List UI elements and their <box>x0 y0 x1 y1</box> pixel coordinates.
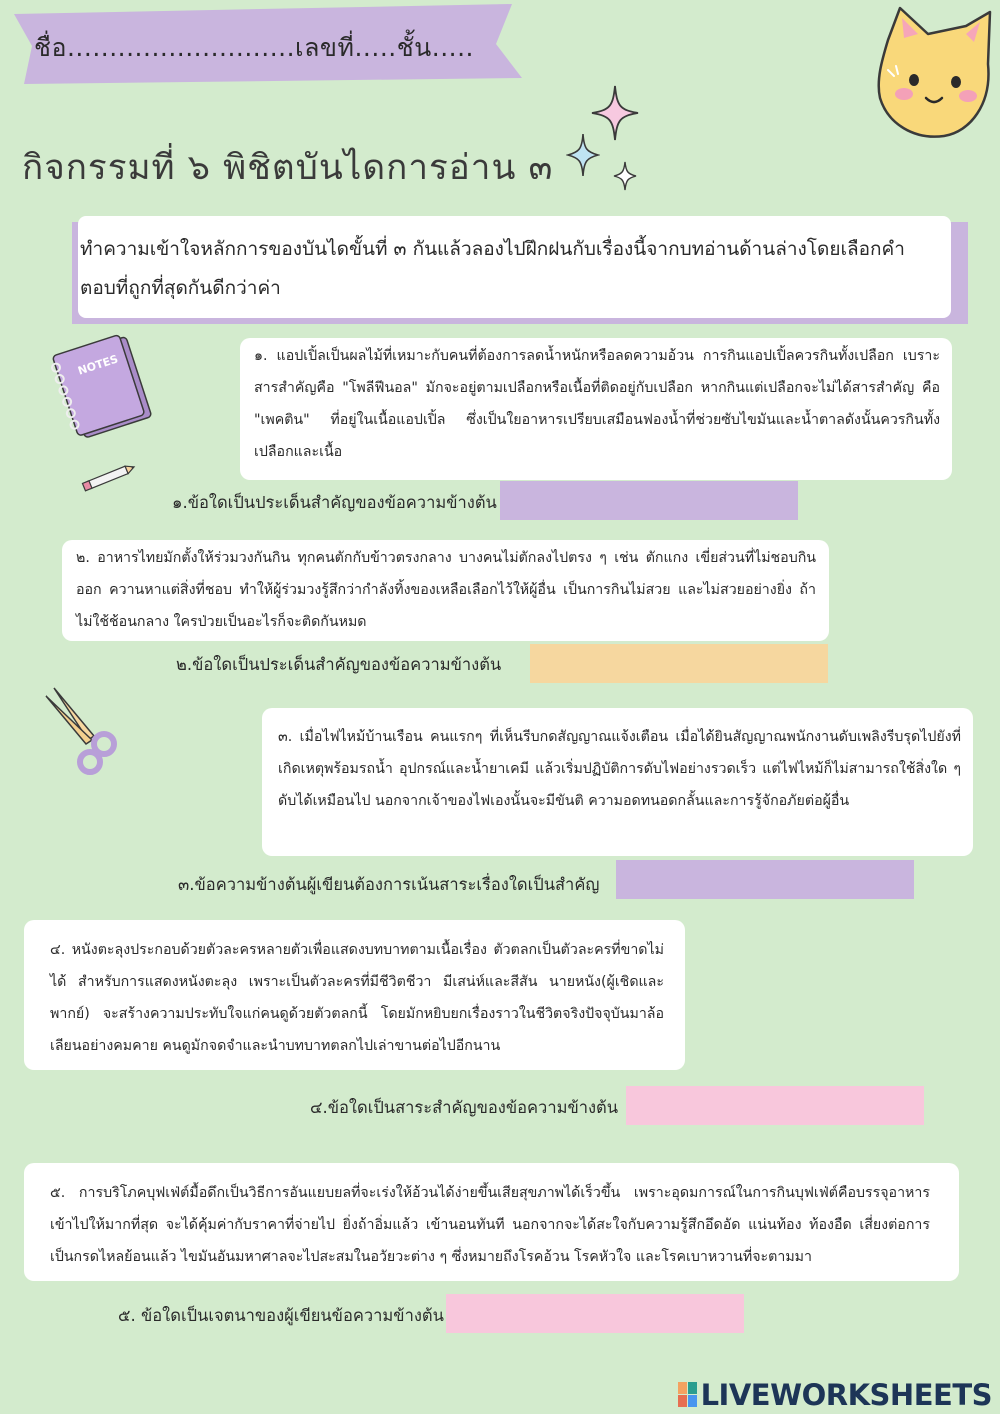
question-label-3: ๓.ข้อความข้างต้นผู้เขียนต้องการเน้นสาระเรื่องใดเป็นสำคัญ <box>178 875 600 894</box>
name-line: ชื่อ...........................เลขที่.....ชั้น..... <box>34 33 475 62</box>
passage-text-2: ๒. อาหารไทยมักตั้งให้ร่วมวงกันกิน ทุกคนตักกับข้าวตรงกลาง บางคนไม่ตักลงไปตรง ๆ เช่น ตักแกง เขี่ยส่วนที่ไม่ชอบกินออก ควานหาแต่สิ่งที่ชอบ ทำให้ผู้ร่วมวงรู้สึกว่ากำลังทิ้งของเหลือเลือกไว้ให้ผู้อื่น เป็นการกินไม่สวย และไม่สวยอย่างยิ่ง ถ้าไม่ใช้ช้อนกลาง ใครป่วยเป็นอะไรก็จะติดกันหมด <box>76 550 816 630</box>
answer-field-2[interactable] <box>530 644 828 683</box>
passage-text-5: ๕. การบริโภคบุฟเฟ่ต์มื้อดึกเป็นวิธีการอันแยบยลที่จะเร่งให้อ้วนได้ง่ายขึ้นเสียสุขภาพได้เร็วขึ้น เพราะอุดมการณ์ในการกินบุฟเฟ่ต์คือบรรจุอาหารเข้าไปให้มากที่สุด จะได้คุ้มค่ากับราคาที่จ่ายไป ยิ่งถ้าอิ่มแล้ว เข้านอนทันที นอกจากจะได้สะใจกับความรู้สึกอึดอัด แน่นท้อง ท้องอืด เสี่ยงต่อการเป็นกรดไหลย้อนแล้ว ไขมันอันมหาศาลจะไปสะสมในอวัยวะต่าง ๆ ซึ่งหมายถึงโรคอ้วน โรคหัวใจ และโรคเบาหวานที่จะตามมา <box>50 1185 930 1265</box>
page-title: กิจกรรมที่ ๖ พิชิตบันไดการอ่าน ๓ <box>22 148 554 188</box>
passage-text-4: ๔. หนังตะลุงประกอบด้วยตัวละครหลายตัวเพื่อแสดงบทบาทตามเนื้อเรื่อง ตัวตลกเป็นตัวละครที่ขาดไม่ได้ สำหรับการแสดงหนังตะลุง เพราะเป็นตัวละครที่มีชีวิตชีวา มีเสน่ห์และสีสัน นายหนัง(ผู้เชิดและพากย์) จะสร้างความประทับใจแก่คนดูด้วยตัวตลกนี้ โดยมักหยิบยกเรื่องราวในชีวิตจริงปัจจุบันมาล้อเลียนอย่างคมคาย คนดูมักจดจำและนำบทบาทตลกไปเล่าขานต่อไปอีกนาน <box>50 942 664 1054</box>
question-label-1: ๑.ข้อใดเป็นประเด็นสำคัญของข้อความข้างต้น <box>172 493 497 512</box>
cat-face-icon <box>870 4 996 140</box>
pencil-icon <box>78 460 140 494</box>
sparkle-icon <box>566 132 600 178</box>
instruction-text: ทำความเข้าใจหลักการของบันไดขั้นที่ ๓ กันแล้วลองไปฝึกฝนกับเรื่องนี้จากบทอ่านด้านล่างโดยเลือกคำตอบที่ถูกที่สุดกันดีกว่าค่า <box>80 238 905 299</box>
notebook-icon <box>48 328 158 444</box>
sparkle-icon <box>612 160 638 192</box>
question-label-5: ๕. ข้อใดเป็นเจตนาของผู้เขียนข้อความข้างต้น <box>118 1306 444 1325</box>
passage-text-1: ๑. แอปเปิ้ลเป็นผลไม้ที่เหมาะกับคนที่ต้องการลดน้ำหนักหรือลดความอ้วน การกินแอปเปิ้ลควรกินทั้งเปลือก เบราะสารสำคัญคือ "โพลีฟีนอล" มักจะอยู่ตามเปลือกหรือเนื้อที่ติดอยู่กับเปลือก หากกินแต่เปลือกจะไม่ได้สารสำคัญ คือ "เพคติน" ที่อยู่ในเนื้อแอปเปิ้ล ซึ่งเป็นใยอาหารเปรียบเสมือนฟองน้ำที่ช่วยซับไขมันและน้ำตาลดังนั้นควรกินทั้งเปลือกและเนื้อ <box>254 348 940 460</box>
answer-field-4[interactable] <box>626 1086 924 1125</box>
logo-badge-icon <box>677 1381 699 1409</box>
notebook-label: NOTES <box>76 352 120 378</box>
answer-field-3[interactable] <box>616 860 914 899</box>
scissors-icon <box>40 682 132 776</box>
answer-field-1[interactable] <box>500 481 798 520</box>
question-label-2: ๒.ข้อใดเป็นประเด็นสำคัญของข้อความข้างต้น <box>176 655 502 674</box>
liveworksheets-logo[interactable] <box>677 1378 992 1412</box>
answer-field-5[interactable] <box>446 1294 744 1333</box>
passage-text-3: ๓. เมื่อไฟไหม้บ้านเรือน คนแรกๆ ที่เห็นรีบกดสัญญาณแจ้งเตือน เมื่อได้ยินสัญญาณพนักงานดับเพลิงรีบรุดไปยังที่เกิดเหตุพร้อมรถน้ำ อุปกรณ์และน้ำยาเคมี แล้วเริ่มปฏิบัติการดับไฟอย่างรวดเร็ว แต่ไฟไหม้ก็ไม่สามารถใช้สิ่งใด ๆ ดับได้เหมือนไป นอกจากเจ้าของไฟเองนั้นจะมีขันติ ความอดทนอดกลั้นและการรู้จักอภัยต่อผู้อื่น <box>278 729 961 809</box>
logo-text: LIVEWORKSHEETS <box>700 1378 992 1412</box>
question-label-4: ๔.ข้อใดเป็นสาระสำคัญของข้อความข้างต้น <box>310 1098 619 1117</box>
